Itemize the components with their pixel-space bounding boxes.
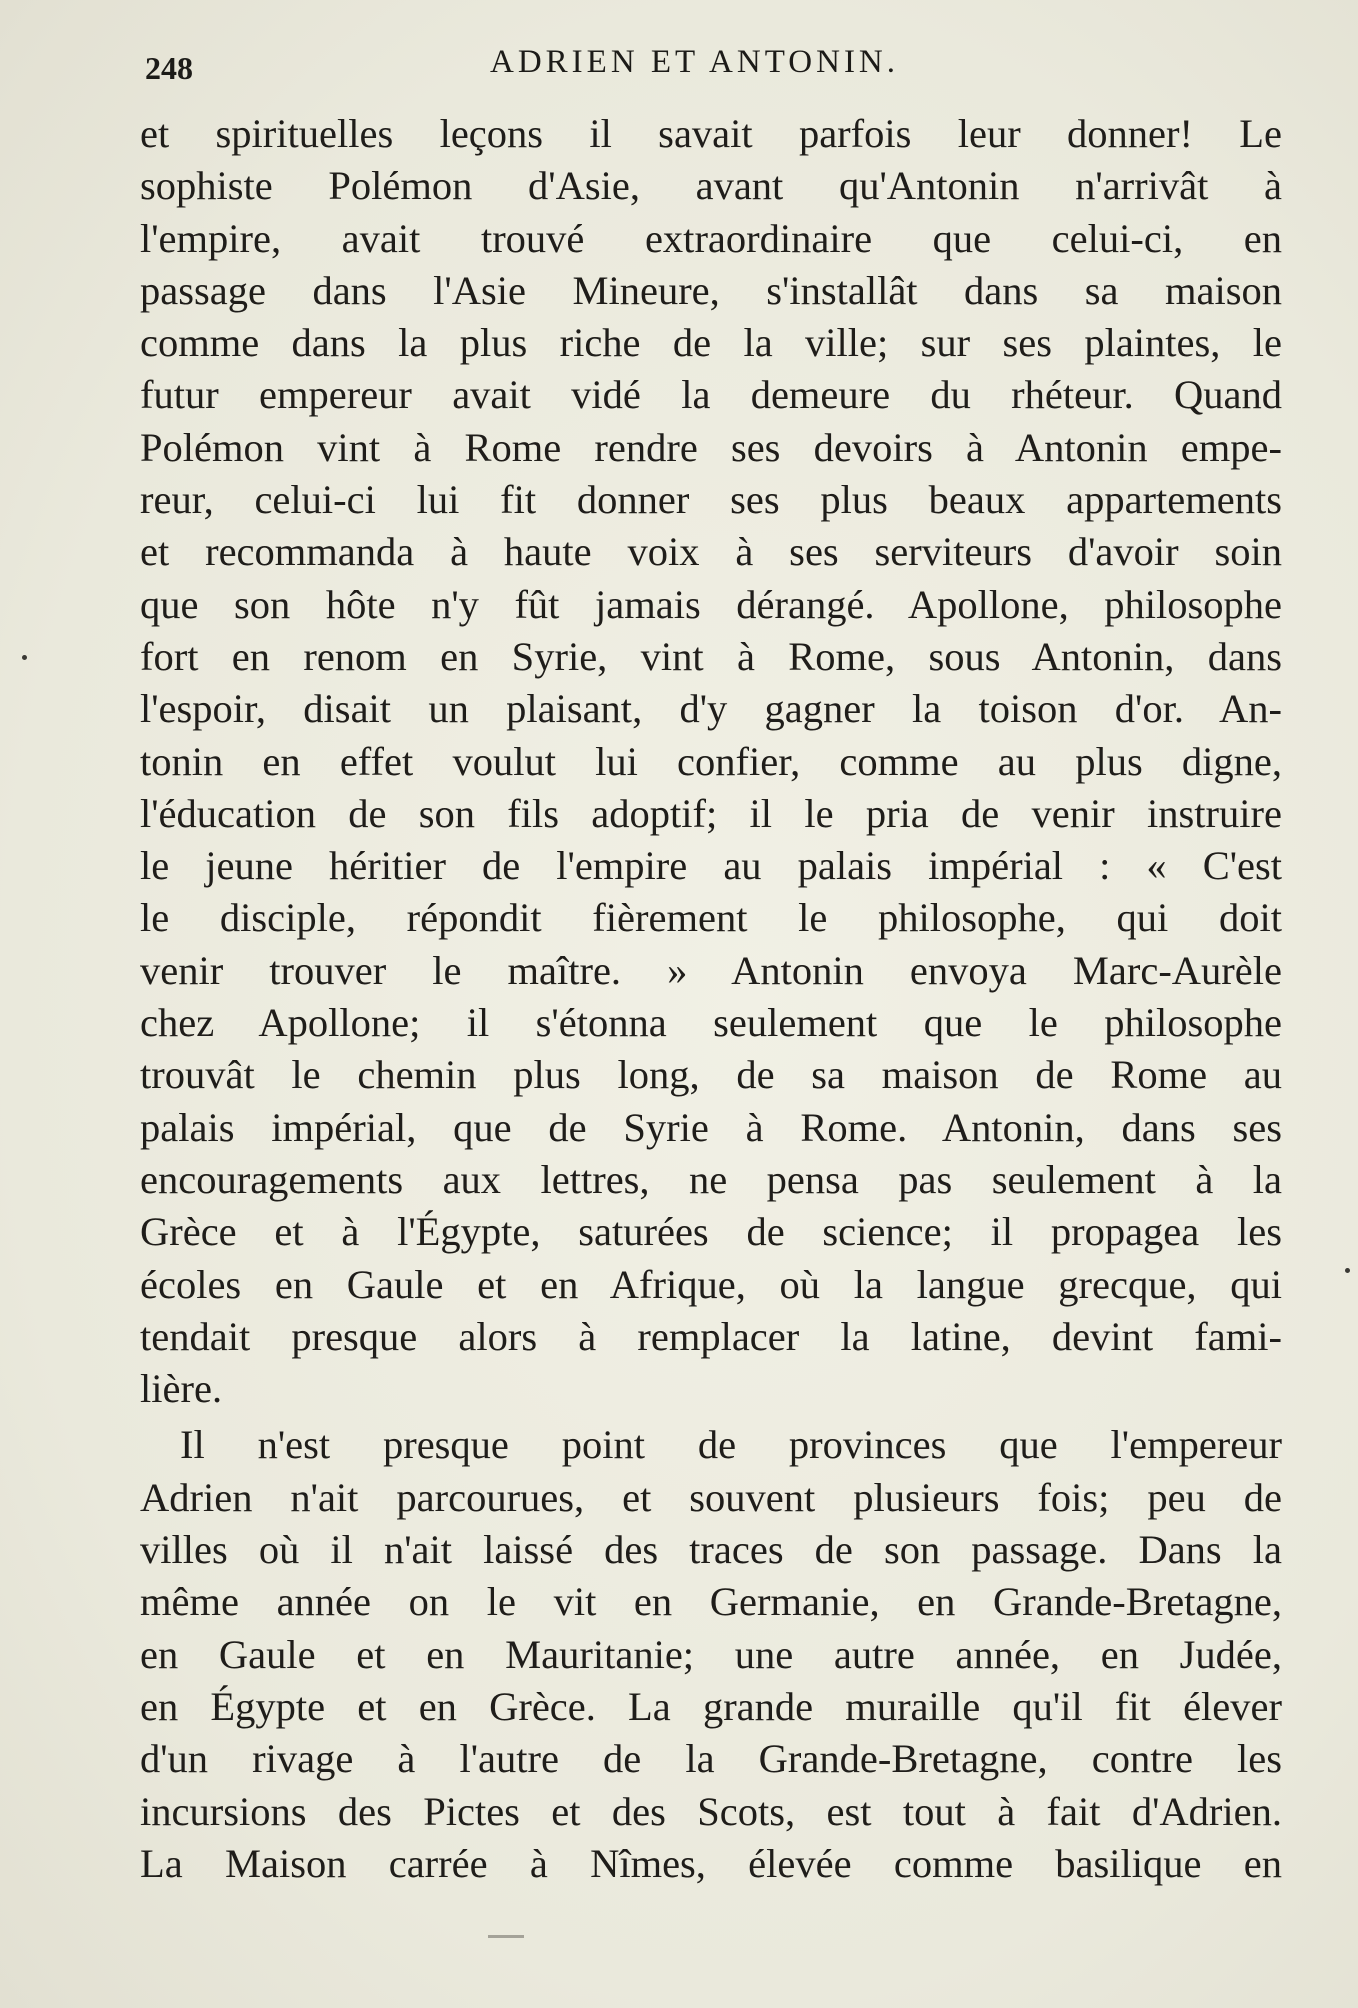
page-number: 248 [145,50,193,86]
text-line: tonin en effet voulut lui confier, comme au plus digne, [140,738,1282,784]
text-line: Il n'est presque point de provinces que l'empereur [180,1422,1282,1468]
text-line: passage dans l'Asie Mineure, s'installât dans sa maison [140,267,1282,313]
paragraph-2 [140,1419,1282,1890]
text-line: Adrien n'ait parcourues, et souvent plusieurs fois; peu de [140,1474,1282,1520]
text-line: chez Apollone; il s'étonna seulement que le philosophe [140,1000,1282,1046]
ink-speck [1345,1268,1350,1273]
text-line: trouvât le chemin plus long, de sa maison de Rome au [140,1052,1282,1098]
page-header [145,40,1280,90]
text-line: palais impérial, que de Syrie à Rome. Antonin, dans ses [140,1104,1282,1150]
text-line: le jeune héritier de l'empire au palais impérial : « C'est [140,843,1282,889]
text-line: en Gaule et en Mauritanie; une autre année, en Judée, [140,1631,1282,1677]
text-line: venir trouver le maître. » Antonin envoya Marc-Aurèle [140,947,1282,993]
text-line: l'empire, avait trouvé extraordinaire que celui-ci, en [140,215,1282,261]
text-line: l'espoir, disait un plaisant, d'y gagner la toison d'or. An- [140,686,1282,732]
text-line: La Maison carrée à Nîmes, élevée comme basilique en [140,1840,1282,1886]
text-line: tendait presque alors à remplacer la latine, devint fami- [140,1313,1282,1359]
paragraph-1 [140,108,1282,1415]
text-line: Polémon vint à Rome rendre ses devoirs à Antonin empe- [140,424,1282,470]
text-line: incursions des Pictes et des Scots, est tout à fait d'Adrien. [140,1788,1282,1834]
text-line: et recommanda à haute voix à ses serviteurs d'avoir soin [140,529,1282,575]
text-line: encouragements aux lettres, ne pensa pas seulement à la [140,1156,1282,1202]
text-line: le disciple, répondit fièrement le philosophe, qui doit [140,895,1282,941]
text-line: que son hôte n'y fût jamais dérangé. Apollone, philosophe [140,581,1282,627]
text-line: futur empereur avait vidé la demeure du rhéteur. Quand [140,372,1282,418]
running-head: ADRIEN ET ANTONIN. [490,44,900,80]
ink-speck [22,655,27,660]
body-text [140,108,1282,1890]
text-line: écoles en Gaule et en Afrique, où la langue grecque, qui [140,1261,1282,1307]
text-line: sophiste Polémon d'Asie, avant qu'Antonin n'arrivât à [140,163,1282,209]
footer-mark [488,1935,524,1938]
text-line: d'un rivage à l'autre de la Grande-Bretagne, contre les [140,1736,1282,1782]
text-line: et spirituelles leçons il savait parfois leur donner! Le [140,111,1282,156]
text-line: l'éducation de son fils adoptif; il le pria de venir instruire [140,790,1282,836]
text-line: reur, celui-ci lui fit donner ses plus beaux appartements [140,477,1282,523]
text-line: même année on le vit en Germanie, en Grande-Bretagne, [140,1579,1282,1625]
text-line: lière. [140,1366,223,1412]
text-line: villes où il n'ait laissé des traces de son passage. Dans la [140,1527,1282,1573]
text-line: comme dans la plus riche de la ville; sur ses plaintes, le [140,320,1282,366]
text-line: Grèce et à l'Égypte, saturées de science; il propagea les [140,1209,1282,1255]
text-line: fort en renom en Syrie, vint à Rome, sous Antonin, dans [140,633,1282,679]
text-line: en Égypte et en Grèce. La grande muraille qu'il fit élever [140,1683,1282,1729]
